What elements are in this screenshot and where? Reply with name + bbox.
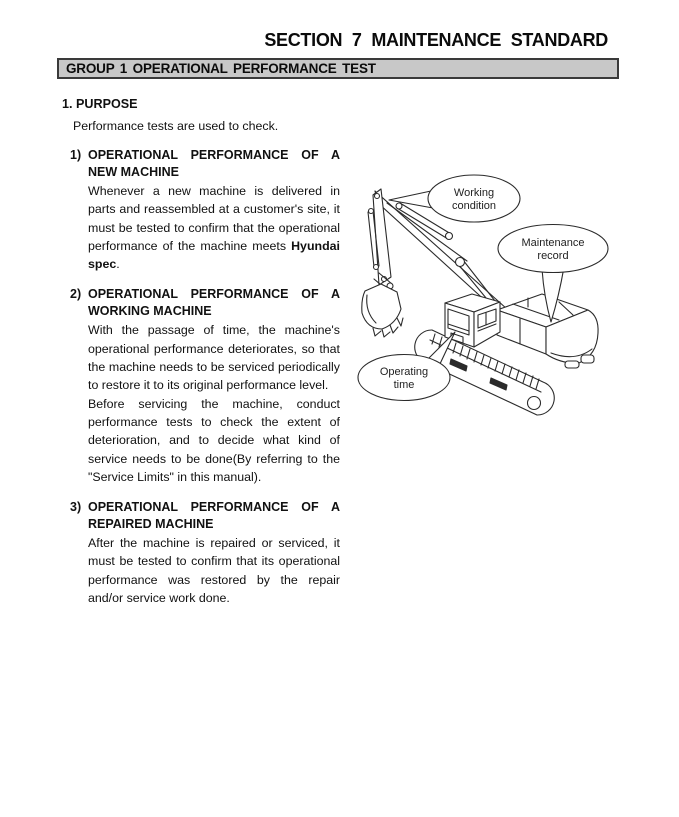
section-heading: OPERATIONAL PERFORMANCE OF A NEW MACHINE [88,148,340,179]
bubble-text-maintenance: Maintenance [521,237,585,249]
purpose-heading: 1. PURPOSE [62,97,138,111]
section-number: 2) [70,287,82,302]
section-heading: OPERATIONAL PERFORMANCE OF A WORKING MACHINE [88,287,340,319]
excavator-illustration [345,163,665,423]
section-paragraph: With the passage of time, the machine's operational performance deteriorates, so that the machine needs to be serviced periodically to restore it to its original performance level. [88,323,340,393]
excavator-cab [445,294,500,347]
section-paragraph: Before servicing the machine, conduct performance tests to check the extent of deterioration, and to decide what kind of service needs to be done(By referring to the "Service Limits" in this manual). [88,396,340,484]
bubble-text-operating: Operating [379,366,429,378]
bubble-text-condition: condition [451,200,497,212]
section-new-machine [62,147,342,273]
excavator-drawing [345,163,665,423]
section-working-machine [62,286,342,486]
section-number: 1) [70,148,82,162]
section-repaired-machine [62,499,342,607]
bubble-text-time: time [393,379,415,391]
group-header-bar [57,58,619,79]
main-content [62,97,342,607]
bubble-text-record: record [537,250,569,262]
group-title: GROUP 1 OPERATIONAL PERFORMANCE TEST [66,61,376,76]
hyundai-spec-bold: Hyundai spec [88,238,340,272]
section-paragraph: Whenever a new machine is delivered in parts and reassembled at a customer's site, it must be tested to confirm that the operational performance of the machine meets Hyundai spec. [88,184,340,272]
purpose-intro: Performance tests are used to check. [73,119,279,133]
bubble-text-working: Working [453,187,495,199]
excavator-bucket [362,284,403,337]
section-heading: OPERATIONAL PERFORMANCE OF A REPAIRED MACHINE [88,500,340,532]
section-number: 3) [70,500,82,515]
section-paragraph: After the machine is repaired or serviced, it must be tested to confirm that its operational performance was restored by the repair and/or service work done. [88,536,340,606]
page-title: SECTION 7 MAINTENANCE STANDARD [264,30,608,50]
